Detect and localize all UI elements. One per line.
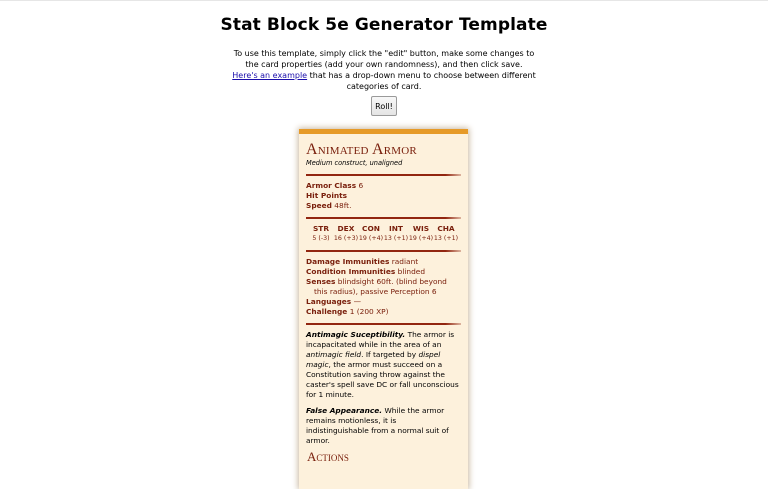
section-divider — [306, 217, 461, 219]
trait-antimagic-susceptibility — [306, 330, 461, 400]
stat-block-card — [299, 129, 468, 489]
ability-cha — [434, 224, 458, 244]
challenge-label: Challenge — [306, 307, 348, 316]
ability-label: STR — [312, 224, 330, 233]
damage-immunities-value: radiant — [391, 257, 419, 266]
ability-label: CHA — [437, 224, 455, 233]
ability-value: 13 (+1) — [383, 235, 409, 242]
intro-text-end: that has a drop-down menu to choose between different categories of card. — [309, 71, 536, 91]
trait-name: Antimagic Suceptibility. — [306, 330, 406, 339]
trait-false-appearance — [306, 406, 461, 446]
challenge — [306, 307, 461, 317]
ability-value: 5 (-3) — [312, 235, 330, 242]
roll-button[interactable]: Roll! — [371, 96, 397, 116]
armor-class-label: Armor Class — [306, 181, 357, 190]
ability-str — [309, 224, 333, 244]
example-link[interactable]: Here's an example — [232, 71, 308, 80]
trait-text: . If targeted by — [361, 350, 417, 359]
trait-emphasis: antimagic field — [306, 350, 362, 359]
creature-type: Medium construct, unaligned — [306, 159, 403, 167]
senses-label: Senses — [306, 277, 336, 286]
ability-dex — [334, 224, 358, 244]
speed-label: Speed — [306, 201, 332, 210]
senses — [306, 277, 461, 297]
ability-con — [359, 224, 383, 244]
ability-value: 13 (+1) — [433, 235, 459, 242]
languages-label: Languages — [306, 297, 352, 306]
ability-label: INT — [389, 224, 403, 233]
ability-value: 16 (+3) — [333, 235, 359, 242]
section-divider — [306, 174, 461, 176]
ability-label: DEX — [337, 224, 355, 233]
armor-class — [306, 181, 461, 191]
hit-points-label: Hit Points — [306, 191, 348, 200]
damage-immunities-label: Damage Immunities — [306, 257, 390, 266]
hit-points — [306, 191, 461, 201]
languages — [306, 297, 461, 307]
condition-immunities-value: blinded — [397, 267, 426, 276]
damage-immunities — [306, 257, 461, 267]
ability-scores — [306, 224, 461, 244]
trait-name: False Appearance. — [306, 406, 383, 415]
armor-class-value: 6 — [358, 181, 364, 190]
languages-value: — — [353, 297, 361, 306]
trait-text: , the armor must succeed on a Constitution saving throw against the caster's spell save DC or fall unconscious for 1 minute. — [306, 360, 459, 399]
condition-immunities-label: Condition Immunities — [306, 267, 396, 276]
trait-emphasis: dispel magic — [306, 350, 441, 369]
challenge-value: 1 (200 XP) — [349, 307, 389, 316]
ability-label: WIS — [412, 224, 430, 233]
ability-label: CON — [362, 224, 380, 233]
condition-immunities — [306, 267, 461, 277]
creature-name: Animated Armor — [306, 141, 417, 158]
intro-text-start: To use this template, simply click the "edit" button, make some changes to the card properties (add your own randomness), and then click save. — [233, 49, 535, 69]
ability-int — [384, 224, 408, 244]
ability-wis — [409, 224, 433, 244]
section-divider — [306, 323, 461, 325]
top-divider — [0, 0, 768, 1]
speed-value: 48ft. — [334, 201, 352, 210]
trait-text: The armor is incapacitated while in the area of an — [306, 330, 455, 349]
trait-text: While the armor remains motionless, it is indistinguishable from a normal suit of armor. — [306, 406, 449, 445]
actions-heading: Actions — [307, 449, 349, 464]
page-title: Stat Block 5e Generator Template — [220, 15, 548, 35]
section-divider — [306, 250, 461, 252]
ability-value: 19 (+4) — [358, 235, 384, 242]
ability-value: 19 (+4) — [408, 235, 434, 242]
senses-value: blindsight 60ft. (blind beyond this radius), passive Perception 6 — [314, 277, 447, 296]
speed — [306, 201, 461, 211]
intro-text — [232, 48, 536, 92]
